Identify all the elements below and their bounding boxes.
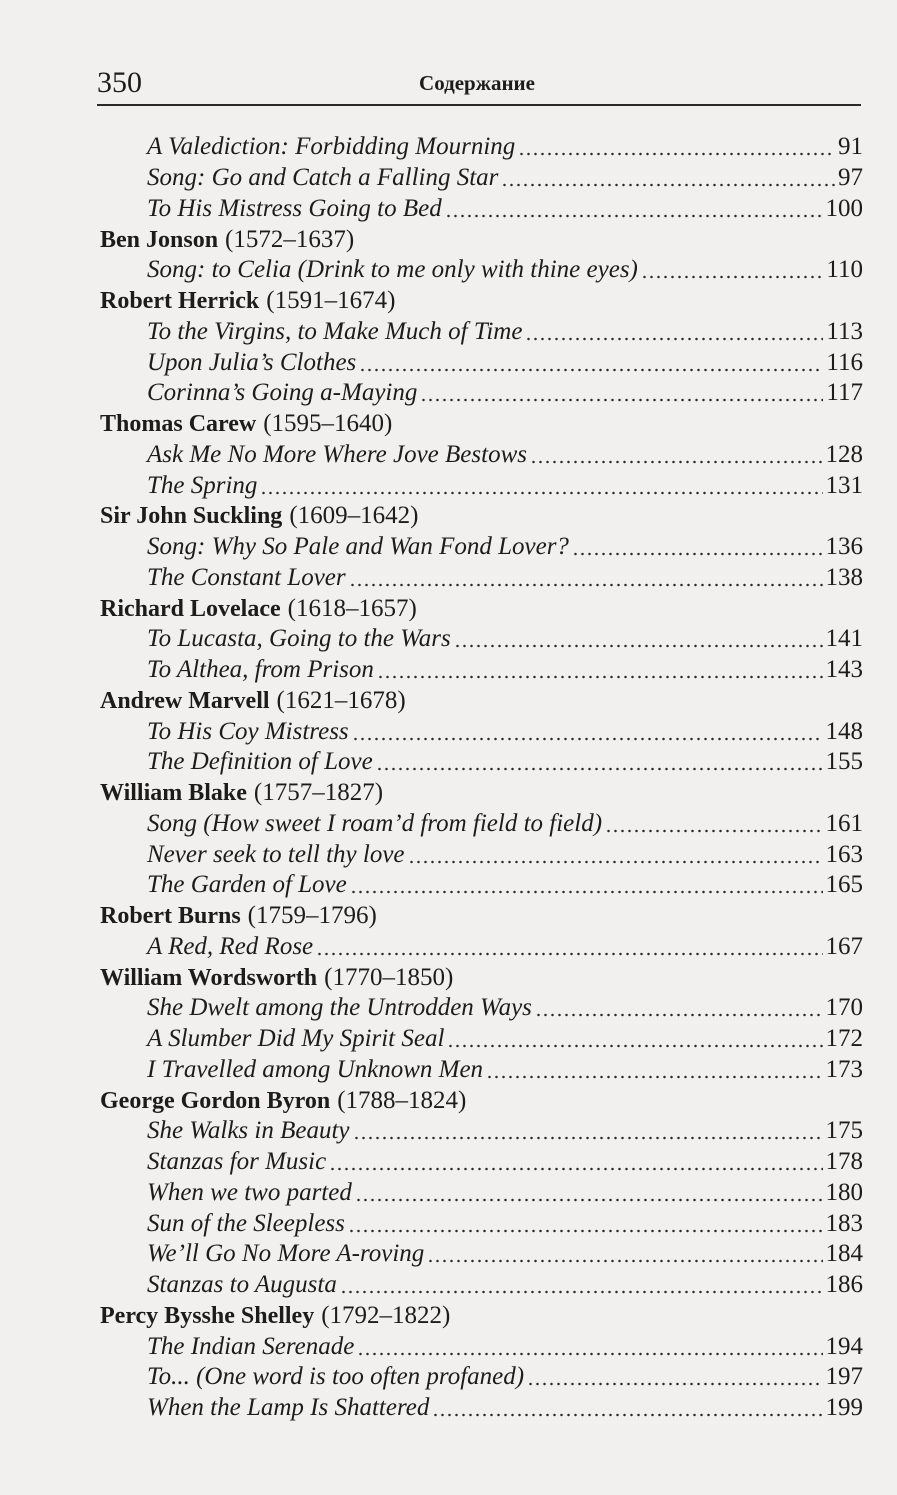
poem-title: The Definition of Love [147,748,373,776]
toc-author-heading [97,778,863,809]
poem-title: A Valediction: Forbidding Mourning [147,133,516,161]
author-dates: (1618–1657) [287,594,417,622]
poem-title: A Red, Red Rose [147,932,314,960]
poem-title: To His Mistress Going to Bed [147,194,442,222]
toc-author-heading [97,1301,863,1332]
toc-author-heading [97,224,863,255]
toc-entry [97,747,863,778]
page-reference: 183 [825,1209,863,1237]
author-dates: (1792–1822) [321,1301,451,1329]
dot-leader [432,1413,822,1417]
page-reference: 167 [825,932,863,960]
author-dates: (1770–1850) [324,963,454,991]
page-reference: 199 [825,1394,863,1422]
page-reference: 170 [825,994,863,1022]
poem-title: To the Virgins, to Make Much of Time [147,317,523,345]
toc-entry [97,194,863,225]
dot-leader [348,1229,823,1233]
toc-entry [97,870,863,901]
toc-author-heading [97,1085,863,1116]
toc-entry [97,1178,863,1209]
page-reference: 184 [825,1240,863,1268]
toc-author-heading [97,501,863,532]
poem-title: Song: Go and Catch a Falling Star [147,164,499,192]
page-reference: 131 [825,471,863,499]
header-rule [97,104,861,106]
author-dates: (1621–1678) [276,686,406,714]
toc-author-heading [97,962,863,993]
page-reference: 91 [838,133,863,161]
dot-leader [445,214,823,218]
dot-leader [359,368,823,372]
dot-leader [340,1290,823,1294]
poem-title: When we two parted [147,1178,352,1206]
author-name: Percy Bysshe Shelley [100,1302,315,1329]
toc-author-heading [97,286,863,317]
toc-entry [97,1208,863,1239]
toc-entry [97,378,863,409]
author-name: Richard Lovelace [100,595,281,622]
page-reference: 117 [826,379,863,407]
toc-entry [97,132,863,163]
toc-entry [97,317,863,348]
poem-title: Corinna’s Going a-Maying [147,379,418,407]
page-reference: 172 [825,1025,863,1053]
page-reference: 178 [825,1148,863,1176]
dot-leader [352,737,823,741]
toc-author-heading [97,686,863,717]
dot-leader [350,890,823,894]
author-dates: (1591–1674) [266,287,396,315]
toc-entry [97,1362,863,1393]
toc-entry [97,1393,863,1424]
page-reference: 143 [825,656,863,684]
dot-leader [486,1075,822,1079]
toc-entry [97,532,863,563]
toc-entry [97,1270,863,1301]
dot-leader [447,1044,822,1048]
dot-leader [535,1013,823,1017]
dot-leader [353,1136,823,1140]
poem-title: I Travelled among Unknown Men [147,1055,484,1083]
dot-leader [605,829,822,833]
dot-leader [376,767,823,771]
toc-entry [97,809,863,840]
toc-entry [97,1116,863,1147]
toc-entry [97,1331,863,1362]
toc-entry [97,163,863,194]
dot-leader [408,860,823,864]
dot-leader [357,1352,822,1356]
page-reference: 136 [825,533,863,561]
poem-title: To Lucasta, Going to the Wars [147,625,451,653]
page-reference: 128 [825,440,863,468]
poem-title: To His Coy Mistress [147,717,349,745]
dot-leader [572,552,823,556]
toc-author-heading [97,593,863,624]
dot-leader [641,275,824,279]
toc-entry [97,624,863,655]
author-name: Robert Herrick [100,288,260,315]
poem-title: She Dwelt among the Untrodden Ways [147,994,532,1022]
author-dates: (1609–1642) [289,502,419,530]
page-reference: 194 [825,1332,863,1360]
dot-leader [518,152,835,156]
poem-title: Song (How sweet I roam’d from field to field) [147,809,603,837]
dot-leader [427,1259,822,1263]
poem-title: Song: to Celia (Drink to me only with thine eyes) [147,256,638,284]
toc-entry [97,470,863,501]
dot-leader [501,183,835,187]
poem-title: When the Lamp Is Shattered [147,1394,430,1422]
toc-author-heading [97,409,863,440]
dot-leader [355,1198,823,1202]
toc-entry [97,932,863,963]
author-name: George Gordon Byron [100,1087,331,1114]
poem-title: Stanzas to Augusta [147,1271,337,1299]
dot-leader [530,460,823,464]
page-header [97,62,857,104]
toc-entry [97,655,863,686]
page-reference: 155 [825,748,863,776]
page-reference: 97 [838,164,863,192]
page-reference: 116 [826,348,863,376]
poem-title: To... (One word is too often profaned) [147,1363,525,1391]
toc-author-heading [97,901,863,932]
poem-title: The Garden of Love [147,871,347,899]
poem-title: Never seek to tell thy love [147,840,405,868]
page-reference: 175 [825,1117,863,1145]
dot-leader [527,1382,822,1386]
poem-title: Upon Julia’s Clothes [147,348,357,376]
dot-leader [420,398,823,402]
page-reference: 165 [825,871,863,899]
dot-leader [316,952,822,956]
author-dates: (1759–1796) [247,902,377,930]
toc-entry [97,440,863,471]
page-reference: 173 [825,1055,863,1083]
page-reference: 197 [825,1363,863,1391]
page-reference: 113 [826,317,863,345]
dot-leader [525,337,823,341]
page-reference: 180 [825,1178,863,1206]
page-reference: 100 [825,194,863,222]
toc-entry [97,1024,863,1055]
page-number: 350 [97,66,142,99]
author-name: William Blake [100,780,247,807]
page-reference: 186 [825,1271,863,1299]
author-name: Andrew Marvell [100,687,270,714]
page-reference: 141 [825,625,863,653]
page-reference: 163 [825,840,863,868]
page-reference: 148 [825,717,863,745]
poem-title: Song: Why So Pale and Wan Fond Lover? [147,533,569,561]
poem-title: A Slumber Did My Spirit Seal [147,1025,445,1053]
poem-title: Stanzas for Music [147,1148,327,1176]
dot-leader [260,491,822,495]
page-reference: 138 [825,563,863,591]
toc-entry [97,716,863,747]
poem-title: The Spring [147,471,258,499]
dot-leader [454,644,823,648]
author-dates: (1595–1640) [263,410,393,438]
dot-leader [377,675,823,679]
table-of-contents [97,132,863,1424]
toc-entry [97,993,863,1024]
poem-title: The Constant Lover [147,563,346,591]
poem-title: Sun of the Sleepless [147,1209,345,1237]
toc-entry [97,563,863,594]
poem-title: Ask Me No More Where Jove Bestows [147,440,527,468]
running-title: Содержание [419,71,535,95]
author-name: Ben Jonson [100,226,219,253]
toc-entry [97,1239,863,1270]
author-dates: (1757–1827) [253,779,384,807]
poem-title: We’ll Go No More A-roving [147,1240,425,1268]
author-dates: (1788–1824) [337,1086,467,1114]
author-name: Thomas Carew [100,411,257,438]
author-name: Sir John Suckling [100,503,283,530]
poem-title: The Indian Serenade [147,1332,355,1360]
poem-title: She Walks in Beauty [147,1117,350,1145]
toc-entry [97,255,863,286]
page-reference: 110 [826,256,863,284]
author-name: William Wordsworth [100,964,318,991]
dot-leader [329,1167,822,1171]
toc-entry [97,1055,863,1086]
author-name: Robert Burns [100,903,241,930]
dot-leader [349,583,823,587]
toc-entry [97,839,863,870]
page-reference: 161 [825,809,863,837]
toc-entry [97,347,863,378]
author-dates: (1572–1637) [225,225,355,253]
toc-entry [97,1147,863,1178]
poem-title: To Althea, from Prison [147,656,374,684]
